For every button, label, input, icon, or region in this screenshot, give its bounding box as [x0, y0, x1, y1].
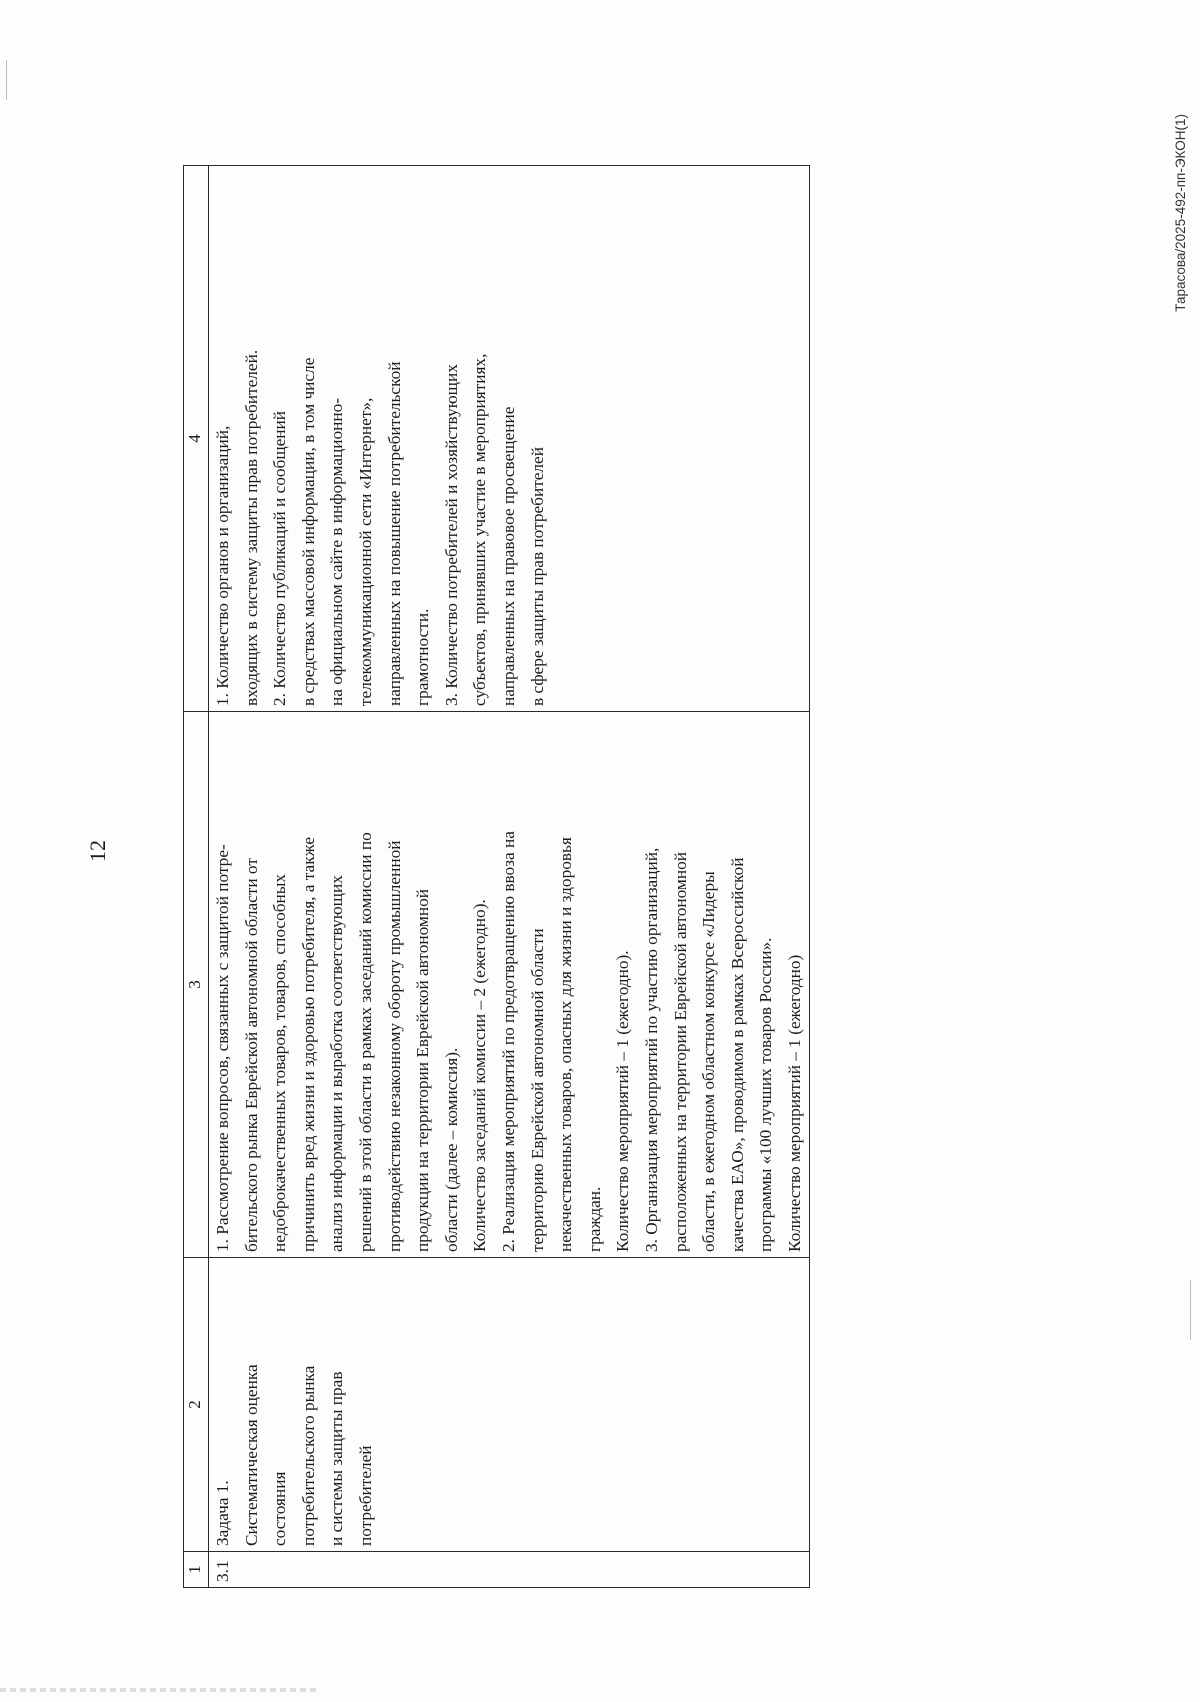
cell-text-line: потребительского рынка — [298, 1365, 318, 1546]
program-table — [183, 165, 810, 1588]
cell-text-line: решений в этой области в рамках заседаний комиссии по — [355, 832, 375, 1252]
cell-text-line: программы «100 лучших товаров России». — [756, 937, 776, 1252]
cell-text-line: грамотности. — [413, 608, 433, 706]
cell-text-line: состояния — [270, 1471, 290, 1546]
header-col-4: 4 — [184, 166, 209, 712]
header-col-1: 1 — [184, 1552, 209, 1588]
cell-text-line: области, в ежегодном областном конкурсе «Лидеры — [699, 871, 719, 1252]
cell-text-line: направленных на повышение потребительской — [384, 361, 404, 706]
cell-text-line: граждан. — [584, 1186, 604, 1252]
cell-text-line: субъектов, принявших участие в мероприятиях, — [470, 353, 490, 706]
header-row — [184, 166, 209, 1588]
cell-text-line: в сфере защиты прав потребителей — [527, 447, 547, 706]
cell-text-line: 3. Количество потребителей и хозяйствующих — [441, 364, 461, 706]
cell-text-line: 2. Реализация мероприятий по предотвращению ввоза на — [498, 831, 518, 1252]
cell-text-line: в средствах массовой информации, в том числе — [298, 357, 318, 706]
cell-text-line: Задача 1. — [213, 1480, 232, 1546]
cell-text-line: расположенных на территории Еврейской автономной — [670, 851, 690, 1252]
page-number: 12 — [85, 840, 110, 862]
cell-text-line: Количество мероприятий – 1 (ежегодно) — [784, 954, 804, 1252]
header-col-3: 3 — [184, 712, 209, 1258]
cell-text-line: противодействию незаконному обороту промышленной — [384, 840, 404, 1252]
indicators-cell — [209, 166, 810, 712]
cell-text-line: недоброкачественных товаров, товаров, способных — [270, 873, 290, 1252]
cell-text-line: и системы защиты прав — [327, 1371, 347, 1546]
document-id: Тарасова/2025-492-пп-ЭКОН(1) — [1173, 114, 1188, 312]
cell-text-line: области (далее – комиссия). — [441, 1047, 461, 1252]
header-col-2: 2 — [184, 1258, 209, 1552]
cell-text-line: Систематическая оценка — [241, 1364, 261, 1546]
cell-text-line: направленных на правовое просвещение — [498, 406, 518, 706]
task-lines — [209, 1263, 381, 1546]
cell-text-line: на официальном сайте в информационно- — [327, 397, 347, 706]
events-cell — [209, 712, 810, 1258]
cell-text-line: территорию Еврейской автономной области — [527, 928, 547, 1252]
cell-text-line: 1. Количество органов и организаций, — [213, 425, 232, 706]
task-cell — [209, 1258, 810, 1552]
row-number: 3.1 — [209, 1552, 810, 1588]
cell-text-line: бительского рынка Еврейской автономной области от — [241, 858, 261, 1252]
cell-text-line: Количество мероприятий – 1 (ежегодно). — [613, 950, 633, 1252]
cell-text-line: телекоммуникационной сети «Интернет», — [355, 397, 375, 706]
indicators-lines — [209, 171, 552, 706]
cell-text-line: 3. Организация мероприятий по участию организаций, — [641, 847, 661, 1252]
cell-text-line: Количество заседаний комиссии – 2 (ежегодно). — [470, 899, 490, 1252]
cell-text-line: 1. Рассмотрение вопросов, связанных с защитой потре- — [213, 844, 232, 1252]
cell-text-line: причинить вред жизни и здоровью потребителя, а также — [298, 837, 318, 1252]
cell-text-line: продукции на территории Еврейской автономной — [413, 888, 433, 1252]
events-lines — [209, 717, 809, 1252]
cell-text-line: некачественных товаров, опасных для жизни и здоровья — [556, 837, 576, 1252]
cell-text-line: 2. Количество публикаций и сообщений — [270, 410, 290, 706]
cell-text-line: качества ЕАО», проводимом в рамках Всероссийской — [727, 857, 747, 1252]
cell-text-line: анализ информации и выработка соответствующих — [327, 875, 347, 1252]
cell-text-line: потребителей — [355, 1445, 375, 1546]
table-header — [184, 166, 209, 1588]
table-row — [209, 166, 810, 1588]
cell-text-line: входящих в систему защиты прав потребителей. — [241, 349, 261, 706]
